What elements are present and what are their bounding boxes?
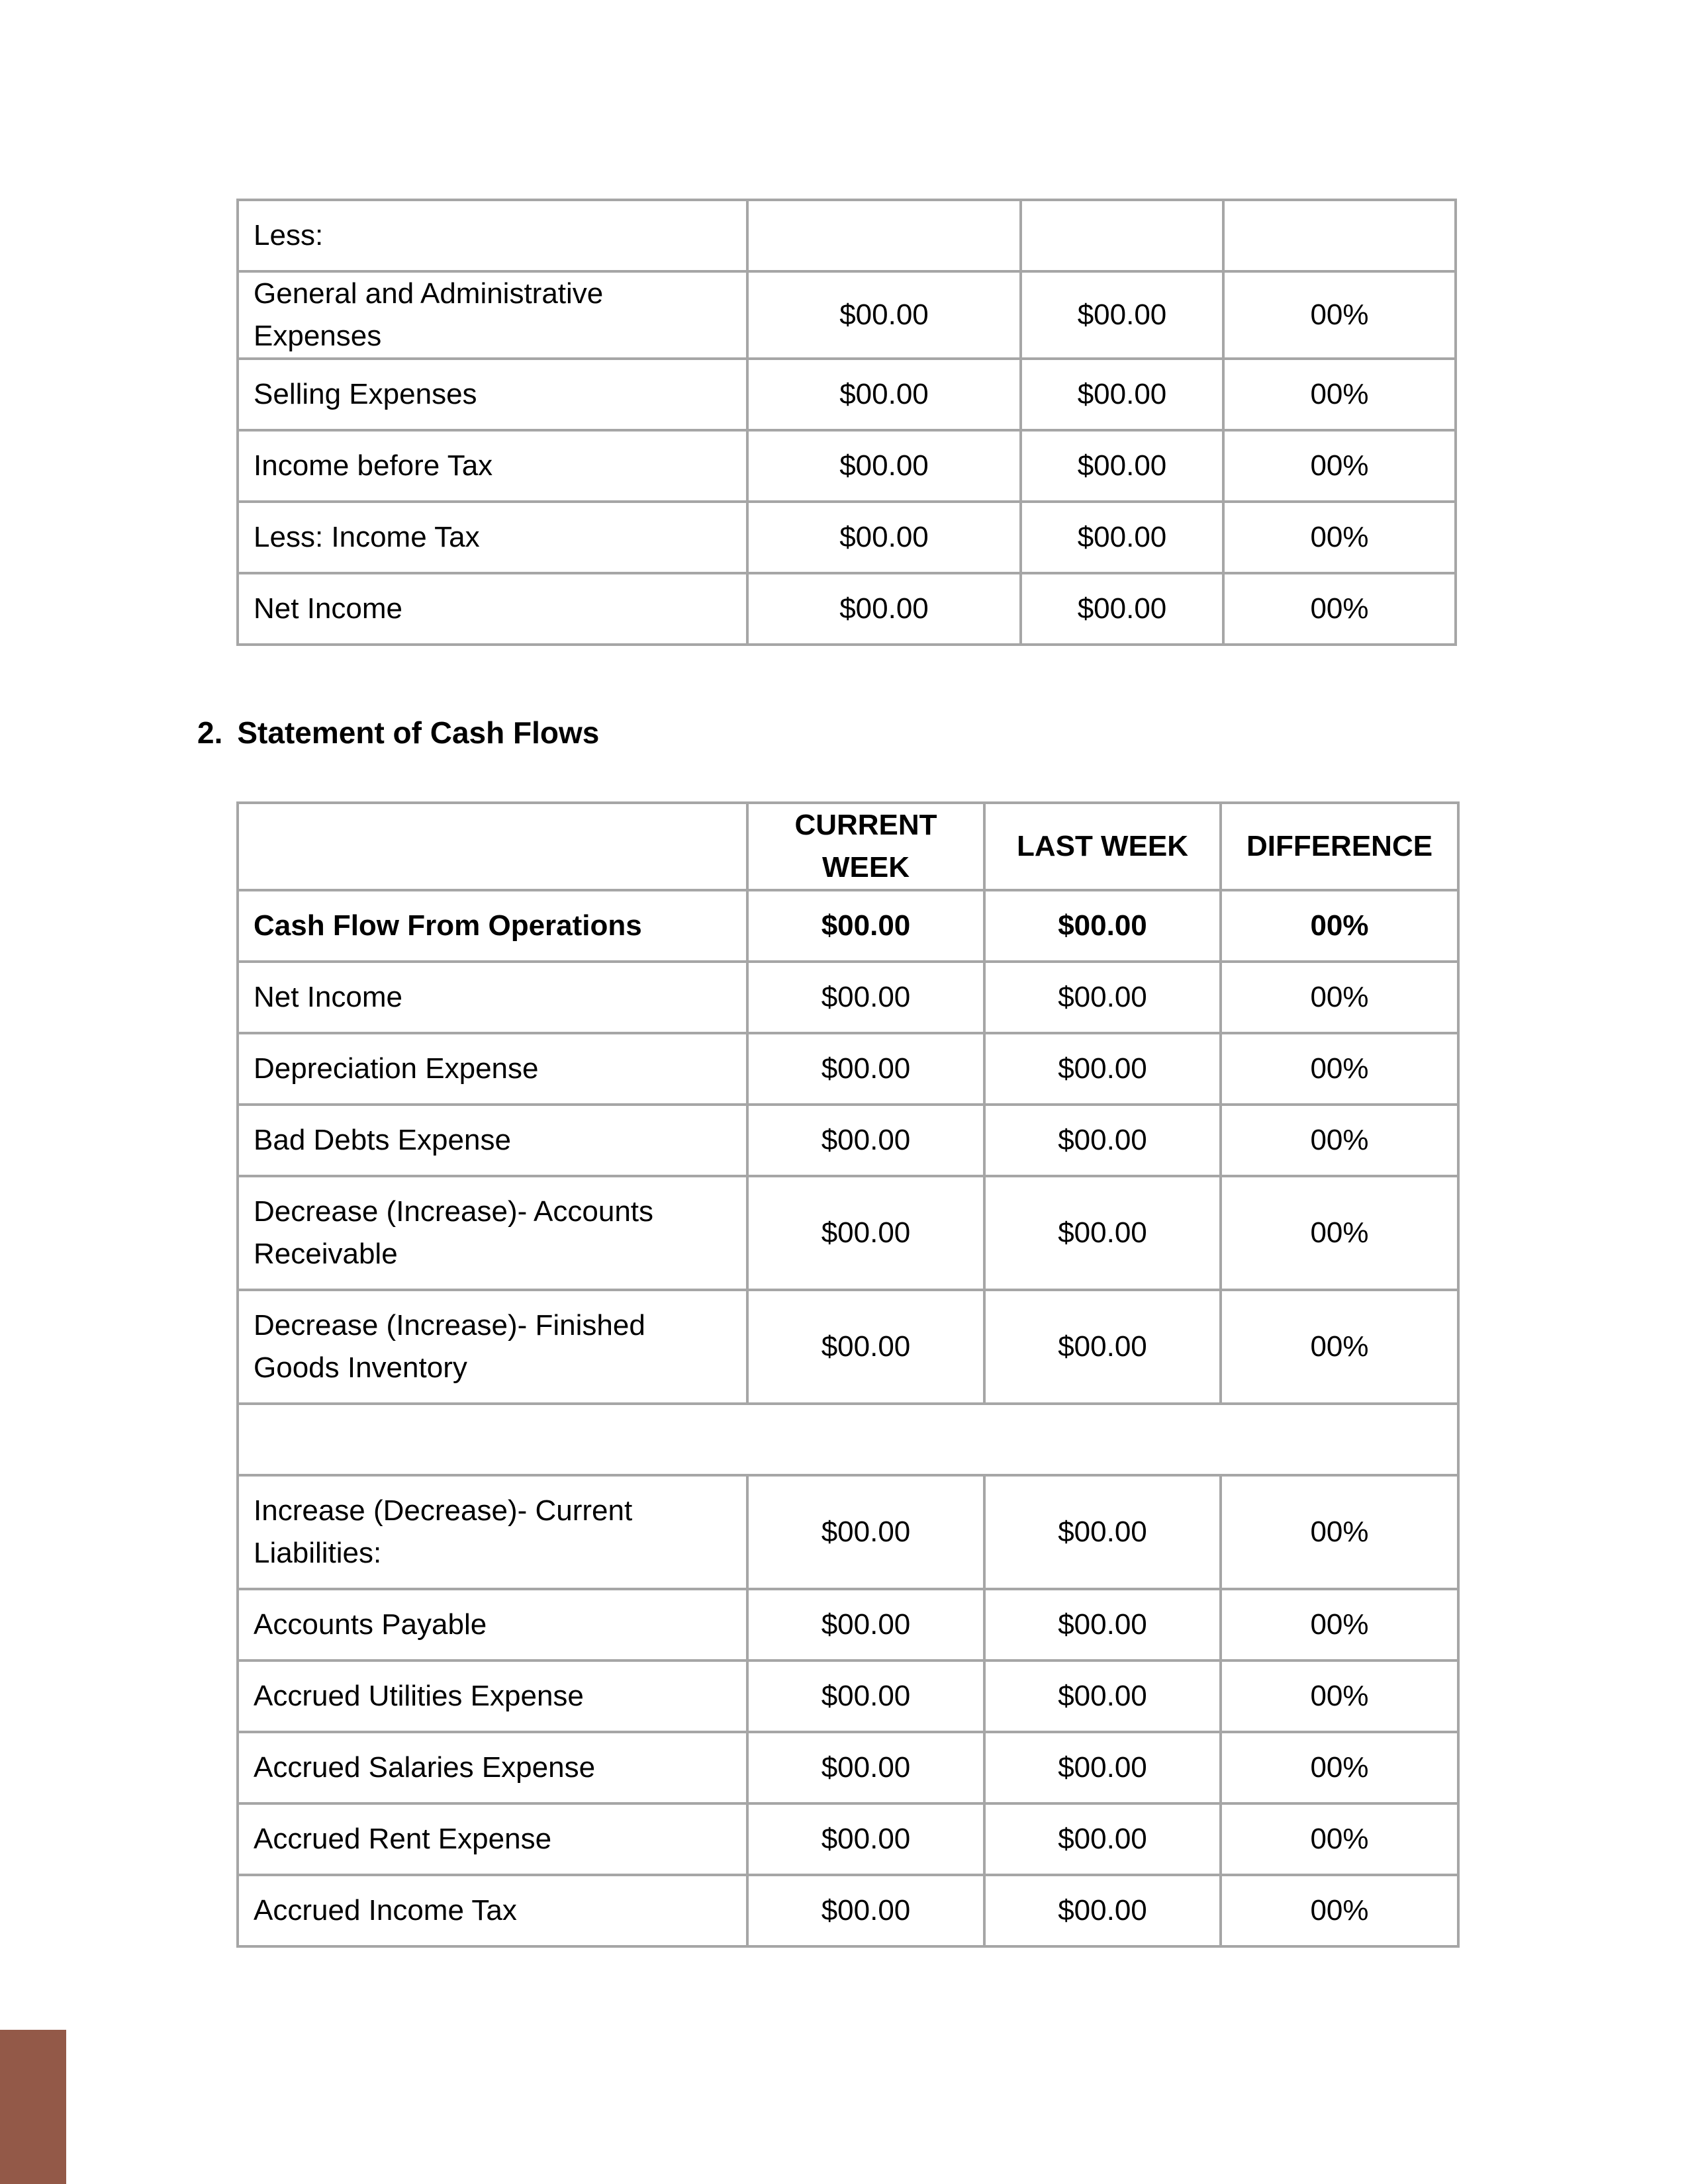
difference-value: 00% <box>1223 430 1456 502</box>
current-week-value: $00.00 <box>747 1176 984 1290</box>
table-row <box>238 1290 1458 1404</box>
current-week-value: $00.00 <box>747 1105 984 1176</box>
difference-value: 00% <box>1223 359 1456 430</box>
last-week-value: $00.00 <box>984 1176 1221 1290</box>
table-row <box>238 200 1456 271</box>
difference-value: 00% <box>1221 1732 1458 1803</box>
current-week-value: $00.00 <box>747 430 1021 502</box>
last-week-value: $00.00 <box>984 1105 1221 1176</box>
difference-value: 00% <box>1223 502 1456 573</box>
column-header-current-week: CURRENT WEEK <box>747 803 984 890</box>
row-label: General and Administrative Expenses <box>238 271 747 359</box>
current-week-value: $00.00 <box>747 1033 984 1105</box>
table-row <box>238 359 1456 430</box>
table-row <box>238 1803 1458 1875</box>
last-week-value <box>1021 200 1223 271</box>
row-label: Accrued Income Tax <box>238 1875 747 1946</box>
row-label: Less: Income Tax <box>238 502 747 573</box>
current-week-value: $00.00 <box>747 1290 984 1404</box>
current-week-value: $00.00 <box>747 1875 984 1946</box>
row-label: Decrease (Increase)- Finished Goods Inventory <box>238 1290 747 1404</box>
current-week-value <box>747 200 1021 271</box>
row-label: Net Income <box>238 962 747 1033</box>
table-row <box>238 502 1456 573</box>
table-row <box>238 573 1456 645</box>
difference-value: 00% <box>1221 1589 1458 1661</box>
column-header-last-week: LAST WEEK <box>984 803 1221 890</box>
current-week-value: $00.00 <box>747 1803 984 1875</box>
difference-value: 00% <box>1221 1033 1458 1105</box>
last-week-value: $00.00 <box>1021 359 1223 430</box>
section-heading <box>197 715 599 751</box>
difference-value: 00% <box>1221 1290 1458 1404</box>
last-week-value: $00.00 <box>984 1732 1221 1803</box>
current-week-value: $00.00 <box>747 1475 984 1589</box>
current-week-value: $00.00 <box>747 573 1021 645</box>
last-week-value: $00.00 <box>984 1589 1221 1661</box>
difference-value: 00% <box>1221 1661 1458 1732</box>
row-label: Bad Debts Expense <box>238 1105 747 1176</box>
current-week-value: $00.00 <box>747 962 984 1033</box>
difference-value: 00% <box>1221 1105 1458 1176</box>
table-row <box>238 890 1458 962</box>
last-week-value: $00.00 <box>1021 502 1223 573</box>
current-week-value: $00.00 <box>747 1661 984 1732</box>
difference-value: 00% <box>1223 271 1456 359</box>
row-label: Decrease (Increase)- Accounts Receivable <box>238 1176 747 1290</box>
table-row <box>238 962 1458 1033</box>
difference-value: 00% <box>1221 890 1458 962</box>
current-week-value: $00.00 <box>747 890 984 962</box>
column-header-label <box>238 803 747 890</box>
table-row <box>238 1589 1458 1661</box>
row-label: Income before Tax <box>238 430 747 502</box>
difference-value: 00% <box>1223 573 1456 645</box>
difference-value: 00% <box>1221 1176 1458 1290</box>
spacer-cell <box>238 1404 1458 1475</box>
row-label: Accrued Rent Expense <box>238 1803 747 1875</box>
table-row <box>238 1475 1458 1589</box>
cash-flow-table <box>236 801 1460 1948</box>
last-week-value: $00.00 <box>984 890 1221 962</box>
accent-bar <box>0 2030 66 2184</box>
difference-value <box>1223 200 1456 271</box>
difference-value: 00% <box>1221 1875 1458 1946</box>
table-row <box>238 1105 1458 1176</box>
table-row <box>238 271 1456 359</box>
column-header-difference: DIFFERENCE <box>1221 803 1458 890</box>
last-week-value: $00.00 <box>1021 430 1223 502</box>
difference-value: 00% <box>1221 1475 1458 1589</box>
table-row-spacer <box>238 1404 1458 1475</box>
current-week-value: $00.00 <box>747 271 1021 359</box>
row-label: Accrued Salaries Expense <box>238 1732 747 1803</box>
last-week-value: $00.00 <box>984 1875 1221 1946</box>
row-label: Increase (Decrease)- Current Liabilities: <box>238 1475 747 1589</box>
header-row <box>238 803 1458 890</box>
table-row <box>238 1732 1458 1803</box>
table-row <box>238 1661 1458 1732</box>
last-week-value: $00.00 <box>984 1661 1221 1732</box>
current-week-value: $00.00 <box>747 1732 984 1803</box>
current-week-value: $00.00 <box>747 502 1021 573</box>
section-title: Statement of Cash Flows <box>237 715 600 750</box>
income-statement-table <box>236 199 1457 646</box>
row-label: Selling Expenses <box>238 359 747 430</box>
last-week-value: $00.00 <box>984 1475 1221 1589</box>
row-label: Accrued Utilities Expense <box>238 1661 747 1732</box>
table-row <box>238 1033 1458 1105</box>
row-label: Cash Flow From Operations <box>238 890 747 962</box>
table-row <box>238 1176 1458 1290</box>
row-label: Accounts Payable <box>238 1589 747 1661</box>
difference-value: 00% <box>1221 1803 1458 1875</box>
difference-value: 00% <box>1221 962 1458 1033</box>
row-label: Net Income <box>238 573 747 645</box>
last-week-value: $00.00 <box>1021 271 1223 359</box>
current-week-value: $00.00 <box>747 1589 984 1661</box>
current-week-value: $00.00 <box>747 359 1021 430</box>
table-row <box>238 1875 1458 1946</box>
row-label: Depreciation Expense <box>238 1033 747 1105</box>
last-week-value: $00.00 <box>984 1290 1221 1404</box>
last-week-value: $00.00 <box>1021 573 1223 645</box>
last-week-value: $00.00 <box>984 1033 1221 1105</box>
last-week-value: $00.00 <box>984 1803 1221 1875</box>
row-label: Less: <box>238 200 747 271</box>
table-row <box>238 430 1456 502</box>
last-week-value: $00.00 <box>984 962 1221 1033</box>
section-number: 2. <box>197 715 223 750</box>
